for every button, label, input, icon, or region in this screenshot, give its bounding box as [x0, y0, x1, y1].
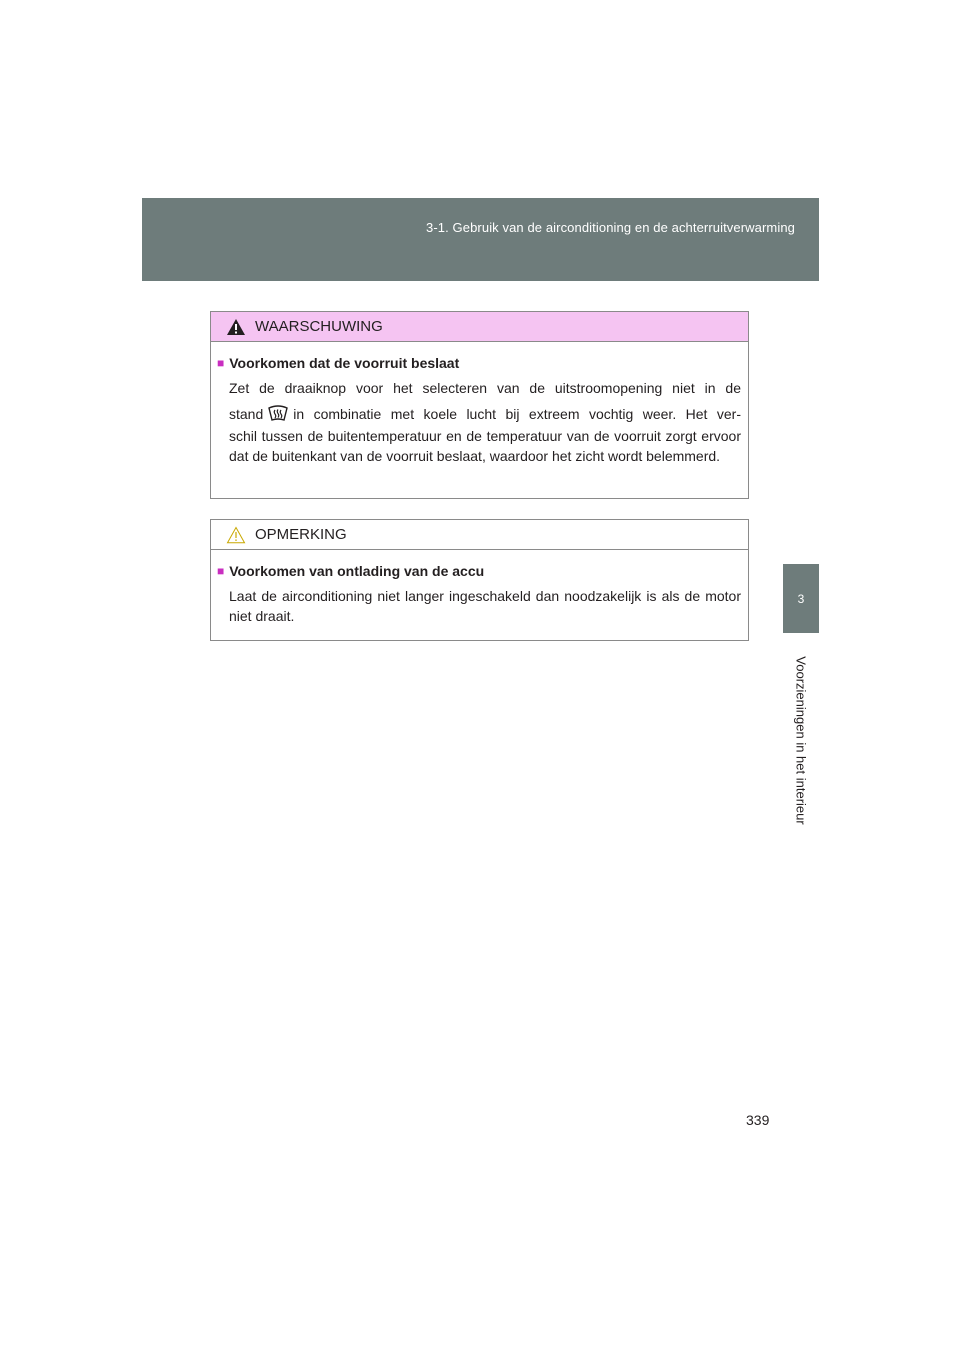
warning-item-title: ■ Voorkomen dat de voorruit beslaat: [217, 355, 460, 371]
notice-body: [211, 550, 748, 626]
notice-item-title: ■ Voorkomen van ontlading van de accu: [217, 563, 485, 579]
warning-box: [210, 311, 749, 499]
page-number: 339: [746, 1112, 770, 1128]
notice-label: OPMERKING: [255, 526, 347, 543]
notice-text: Laat de airconditioning niet langer ingeschakeld dan noodzakelijk is als de motor niet draait.: [229, 588, 741, 624]
warning-triangle-outline-icon: [226, 526, 246, 544]
section-title: 3-1. Gebruik van de airconditioning en de achterruitverwarming: [426, 220, 795, 235]
header-band: [142, 198, 819, 281]
chapter-title: Voorzieningen in het interieur: [793, 655, 809, 825]
warning-text-line1: Zet de draaiknop voor het selecteren van de uitstroomopening niet in de: [229, 380, 741, 396]
warning-text: [229, 378, 741, 466]
warning-header: [211, 312, 748, 342]
chapter-side-label: [783, 645, 819, 835]
chapter-number: 3: [797, 591, 805, 606]
warning-triangle-filled-icon: [226, 318, 246, 336]
warning-text-line2: stand in combinatie met koele lucht bij extreem vochtig weer. Het ver-: [229, 406, 741, 422]
notice-box: [210, 519, 749, 641]
windshield-defrost-icon: [267, 404, 289, 422]
warning-text-rest: schil tussen de buitentemperatuur en de temperatuur van de voorruit zorgt ervoor dat de buitenkant van de voorruit beslaat, waardoor het zicht wordt belemmerd.: [229, 428, 741, 464]
bullet-square-icon: ■: [217, 564, 225, 578]
warning-label: WAARSCHUWING: [255, 318, 383, 335]
chapter-tab: [783, 564, 819, 633]
warning-body: [211, 342, 748, 466]
bullet-square-icon: ■: [217, 356, 225, 370]
notice-header: [211, 520, 748, 550]
